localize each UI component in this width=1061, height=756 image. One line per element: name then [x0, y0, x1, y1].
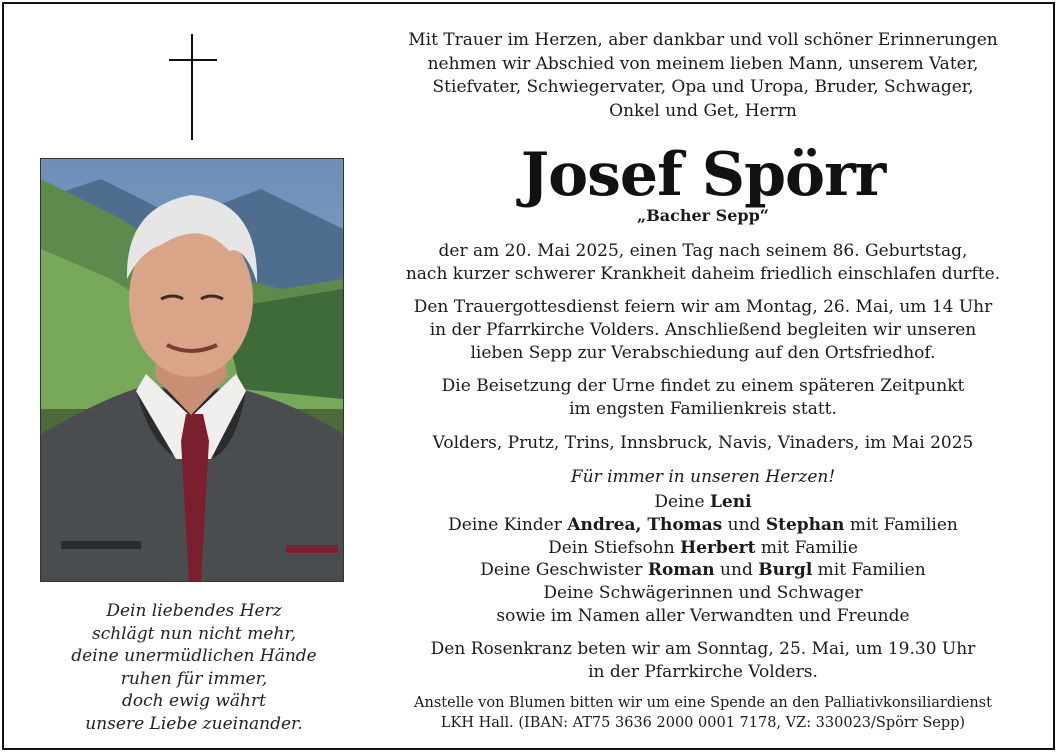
urn-line: Die Beisetzung der Urne findet zu einem späteren Zeitpunkt — [441, 376, 965, 396]
mourner-line: Deine Geschwister Roman und Burgl mit Familien — [480, 560, 926, 581]
poem — [4, 600, 384, 736]
poem-line: doch ewig währt — [122, 691, 266, 712]
intro-line: Mit Trauer im Herzen, aber dankbar und voll schöner Erinnerungen — [408, 30, 998, 50]
motto: Für immer in unseren Herzen! — [570, 467, 836, 487]
deceased-name: Josef Spörr — [520, 140, 886, 210]
intro-line: nehmen wir Abschied von meinem lieben Mann, unserem Vater, — [427, 53, 979, 74]
mourner-line: Deine Kinder Andrea, Thomas und Stephan mit Familien — [448, 514, 958, 535]
rosary-line: in der Pfarrkirche Volders. — [588, 661, 818, 682]
poem-line: unsere Liebe zueinander. — [85, 713, 303, 734]
poem-line: schlägt nun nicht mehr, — [91, 623, 297, 644]
poem-line: Dein liebendes Herz — [106, 601, 282, 621]
places-date: Volders, Prutz, Trins, Innsbruck, Navis, Vinaders, im Mai 2025 — [432, 433, 974, 453]
service-line: in der Pfarrkirche Volders. Anschließend begleiten wir unseren — [429, 319, 977, 340]
rosary-notice — [349, 638, 1057, 684]
rosary-line: Den Rosenkranz beten wir am Sonntag, 25. Mai, um 19.30 Uhr — [430, 639, 976, 659]
intro-line: Onkel und Get, Herrn — [609, 100, 797, 121]
left-column — [4, 4, 384, 748]
intro-text — [349, 29, 1057, 123]
donation-line: Anstelle von Blumen bitten wir um eine Spende an den Palliativkonsiliardienst — [414, 695, 992, 711]
mourner-line: sowie im Namen aller Verwandten und Freunde — [496, 605, 910, 626]
cross-icon — [169, 34, 217, 140]
poem-line: ruhen für immer, — [120, 668, 268, 689]
death-line: der am 20. Mai 2025, einen Tag nach seinem 86. Geburtstag, — [438, 241, 968, 261]
donation-notice — [349, 694, 1057, 733]
donation-line: LKH Hall. (IBAN: AT75 3636 2000 0001 7178, VZ: 330023/Spörr Sepp) — [440, 714, 966, 731]
obituary-card — [2, 2, 1055, 750]
death-line: nach kurzer schwerer Krankheit daheim friedlich einschlafen durfte. — [405, 263, 1001, 284]
mourner-line: Deine Schwägerinnen und Schwager — [543, 583, 863, 604]
mourners-list — [349, 491, 1057, 628]
service-notice — [349, 296, 1057, 364]
portrait-photo — [40, 158, 344, 582]
mourner-line: Deine Leni — [654, 492, 752, 512]
mourner-line: Dein Stiefsohn Herbert mit Familie — [548, 537, 858, 558]
urn-notice — [349, 375, 1057, 421]
poem-line: deine unermüdlichen Hände — [71, 646, 317, 667]
urn-line: im engsten Familienkreis statt. — [569, 398, 837, 419]
nickname: „Bacher Sepp“ — [637, 206, 769, 225]
intro-line: Stiefvater, Schwiegervater, Opa und Uropa, Bruder, Schwager, — [432, 77, 974, 97]
death-notice — [349, 240, 1057, 286]
right-column — [349, 4, 1057, 748]
service-line: Den Trauergottesdienst feiern wir am Montag, 26. Mai, um 14 Uhr — [413, 297, 993, 317]
service-line: lieben Sepp zur Verabschiedung auf den Ortsfriedhof. — [470, 342, 936, 363]
